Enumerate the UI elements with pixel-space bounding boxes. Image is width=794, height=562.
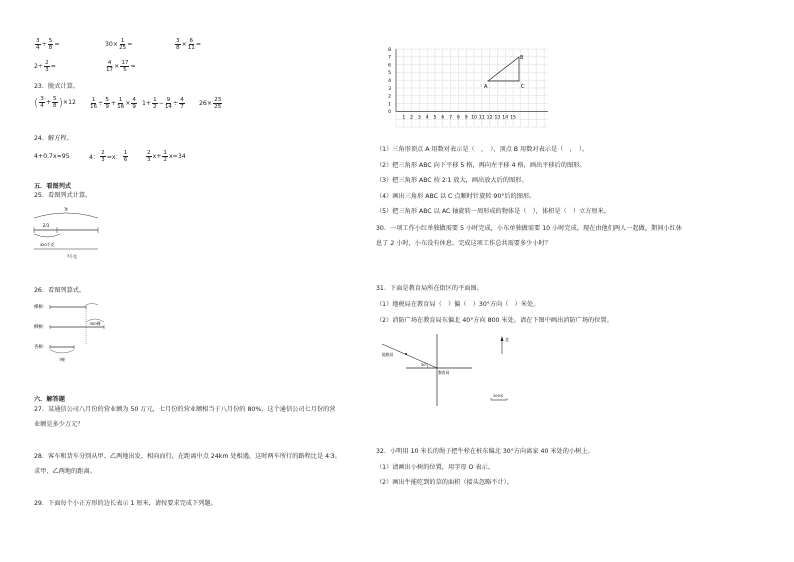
q26-note: 300棵 [89, 321, 101, 326]
q23-expr-3: 1+ $\frac{1}{2}$ − $\frac{9}{14}$ ÷ $\frac{4}{7}$ [142, 97, 184, 111]
y-tick-label: 0 [388, 110, 391, 116]
fraction: $\frac{4}{17}$ [106, 60, 114, 74]
x-tick-label: 6 [441, 115, 445, 121]
grid-y-labels [388, 47, 391, 115]
calc-5: $\frac{4}{17}$ × $\frac{17}{5}$ = [106, 60, 136, 74]
q32-line-3: （2）画出牛能吃到的草的面积（接头忽略不计）。 [376, 479, 513, 486]
point-a-label: A [484, 84, 488, 90]
x-tick-label: 13 [494, 115, 501, 121]
tax-office-label: 地税局 [382, 352, 394, 357]
q31-line-3: （2）消防广场在教育局东偏北 40°方向 800 米处。请在下图中画出消防广场的位置。 [376, 317, 613, 324]
q26-row-3: 杏树： [34, 345, 48, 350]
section-6-heading: 六．解答题 [34, 396, 65, 403]
q27-line-1: 27．某通信公司八月份的营业额为 50 万元，七月份的营业额相当于八月份的 80%，这个通信公司七月份的营 [34, 406, 336, 413]
q26-label: 26．看图列算式。 [34, 287, 86, 294]
fraction: $\frac{3}{4}$ [36, 38, 40, 52]
triangle-abc [488, 57, 519, 81]
q28-line-2: 求甲、乙两地的距离。 [34, 468, 96, 475]
fraction: $\frac{2}{3}$ [45, 60, 49, 74]
calc-1: $\frac{3}{4}$ ÷ $\frac{5}{8}$ = [36, 38, 60, 52]
q24-eq-1: 4+0.7x=95 [34, 153, 70, 160]
education-bureau-label: 教育局 [438, 370, 450, 375]
fraction: $\frac{3}{8}$ [176, 38, 180, 52]
point-b-label: B [520, 55, 524, 61]
q26-diagram [34, 302, 124, 366]
q29-item-4: （4）画出三角形 ABC 以 C 点顺时针旋转 90°后的图形。 [376, 193, 536, 200]
q24-eq-2: 4： $\frac{2}{3}$ =x： $\frac{1}{6}$ [89, 150, 128, 164]
fraction: $\frac{1}{25}$ [119, 38, 127, 52]
q31-line-1: 31．下面是教育局所在街区的平面图。 [376, 285, 483, 292]
x-tick-label: 5 [433, 115, 437, 121]
angle-label: 30 [421, 363, 426, 367]
calc-2: 30× $\frac{1}{25}$ = [105, 38, 133, 52]
q29-line-1: 29．下面每个小正方形的边长表示 1 厘米，请按要求完成下列题。 [34, 500, 217, 507]
y-tick-label: 6 [388, 63, 391, 69]
y-tick-label: 7 [388, 55, 391, 61]
q32-line-1: 32．小明用 10 米长的绳子把牛栓在桩东偏北 30°方向离家 40 米处的小树上。 [376, 448, 594, 455]
q29-item-5: （5）把三角形 ABC 以 AC 轴旋转一周形成的物体是（ ），体积是（ ）立方厘米。 [376, 208, 611, 215]
section-5-heading: 五．看图列式 [34, 183, 72, 190]
x-tick-label: 11 [478, 115, 485, 121]
x-tick-label: 4 [425, 115, 429, 121]
q32-line-2: （1）请画出小树的位置，用字母 O 表示。 [376, 464, 494, 471]
scale-label: 200米 [493, 394, 504, 398]
calc-3: $\frac{3}{8}$ × $\frac{6}{11}$ = [176, 38, 202, 52]
q29-item-1: （1）三角形顶点 A 用数对表示是（ ， ），顶点 B 用数对表示是（ ， ）。 [376, 146, 589, 153]
q23-label: 23．脱式计算。 [34, 83, 79, 90]
q27-line-2: 业额是多少万元？ [34, 421, 84, 428]
q26-row-2: 柳树： [34, 325, 48, 330]
x-tick-label: 2 [410, 115, 414, 121]
grid-x-labels [402, 114, 516, 120]
x-tick-label: 12 [486, 115, 493, 121]
x-tick-label: 8 [456, 115, 460, 121]
x-tick-label: 1 [402, 115, 406, 121]
x-tick-label: 14 [502, 115, 509, 121]
q24-eq-3: $\frac{2}{3}$ x+ $\frac{1}{2}$ x=34 [147, 150, 186, 164]
coordinate-grid [378, 44, 548, 140]
fraction: $\frac{17}{5}$ [121, 60, 129, 74]
x-tick-label: 10 [471, 115, 477, 121]
fraction: $\frac{6}{11}$ [187, 38, 195, 52]
x-tick-label: 7 [449, 115, 453, 121]
y-tick-label: 3 [388, 86, 391, 92]
north-arrow-icon [501, 336, 504, 341]
x-tick-label: 3 [417, 115, 421, 121]
q30-line-1: 30．一项工作小红单独做需要 5 小时完成，小东单独做需要 10 小时完成。现在由他们两人一起做，期间小红休 [376, 225, 682, 232]
x-tick-label: 9 [464, 115, 468, 121]
q30-line-2: 息了 2 小时，小东没有休息。完成这项工作总共需要多少小时？ [376, 240, 551, 247]
q24-label: 24．解方程。 [34, 135, 73, 142]
fraction: $\frac{5}{8}$ [48, 38, 53, 52]
q31-line-2: （1）地税局在教育局（ ）偏（ ）30°方向（ ）米处。 [376, 301, 540, 308]
q23-expr-4: 26× $\frac{23}{25}$ [199, 97, 222, 111]
q26-row-1: 梯树： [34, 305, 48, 310]
q31-map [376, 330, 556, 410]
x-tick-label: 15 [510, 115, 516, 121]
q25-diagram [30, 200, 110, 262]
y-tick-label: 1 [388, 102, 391, 108]
point-c-label: C [521, 84, 525, 90]
q29-item-3: （3）把三角形 ABC 按 2∶1 放大，画出放大后的图形。 [376, 177, 528, 184]
q25-seg-label: 2/3 [42, 223, 50, 228]
y-tick-label: 8 [388, 47, 391, 53]
q23-expr-2: $\frac{1}{16}$ ÷ $\frac{5}{9}$ + $\frac{1}{16}$ × $\frac{4}{9}$ [90, 97, 136, 111]
y-tick-label: 4 [388, 79, 391, 84]
q25-top-label: ?t [64, 207, 68, 212]
calc-4: 2÷ $\frac{2}{3}$ = [34, 60, 56, 74]
q25-label: 25．看图列式计算。 [34, 192, 92, 199]
q25-bottom-2: ?千克 [66, 254, 78, 259]
north-label: 北 [505, 337, 509, 342]
q29-item-2: （2）把三角形 ABC 向下平移 5 格，再向左平移 4 格，画出平移后的图形。 [376, 162, 586, 169]
q23-expr-1: ( $\frac{3}{4}$ + $\frac{5}{8}$ ) ×12 [34, 96, 76, 110]
q25-bottom-1: 420千克 [39, 242, 55, 247]
y-tick-label: 2 [388, 94, 391, 100]
q28-line-1: 28．客车和货车分别从甲、乙两地出发，相向而行，在距离中点 24km 处相遇，这时两车所行的路程比是 4∶3。 [34, 453, 341, 460]
q26-question: ?棵 [59, 357, 65, 362]
y-tick-label: 5 [388, 71, 391, 77]
